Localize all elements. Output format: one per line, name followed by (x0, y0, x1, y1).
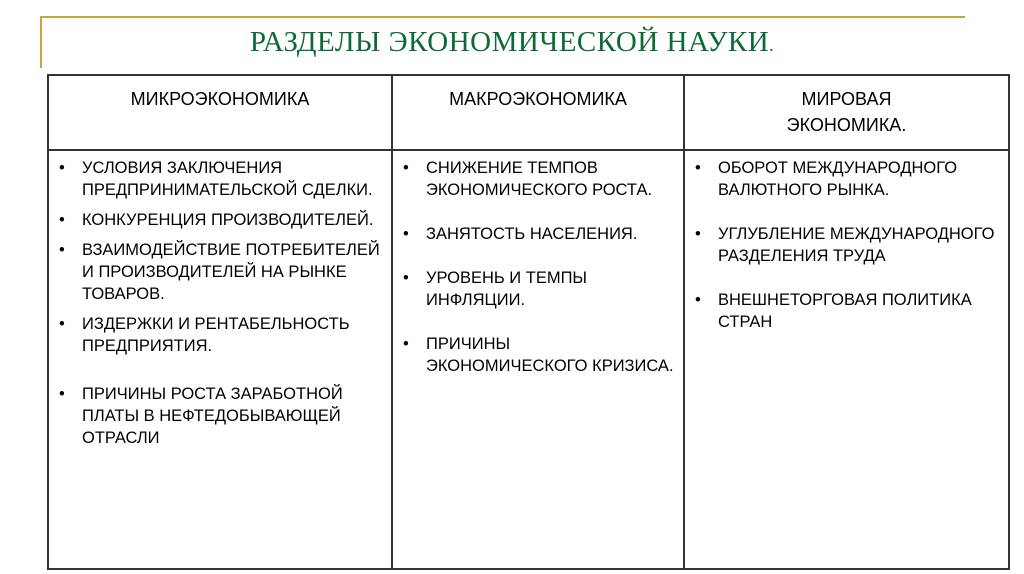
content-row (48, 150, 1009, 569)
list-item: • УСЛОВИЯ ЗАКЛЮЧЕНИЯ ПРЕДПРИНИМАТЕЛЬСКОЙ СДЕЛКИ. (57, 157, 383, 201)
micro-cell (48, 150, 392, 569)
sections-table (47, 74, 1010, 570)
header-world-text: МИРОВАЯ ЭКОНОМИКА. (786, 89, 907, 135)
list-item: • ПРИЧИНЫ ЭКОНОМИЧЕСКОГО КРИЗИСА. (401, 333, 675, 377)
list-item: • ВНЕШНЕТОРГОВАЯ ПОЛИТИКА СТРАН (693, 289, 1000, 333)
macro-cell (392, 150, 684, 569)
macro-list (401, 157, 675, 377)
header-row (48, 75, 1009, 150)
header-micro: МИКРОЭКОНОМИКА (48, 75, 392, 150)
list-item: • ПРИЧИНЫ РОСТА ЗАРАБОТНОЙ ПЛАТЫ В НЕФТЕДОБЫВАЮЩЕЙ ОТРАСЛИ (57, 383, 383, 449)
micro-list (57, 157, 383, 449)
world-cell (684, 150, 1009, 569)
list-item: • УРОВЕНЬ И ТЕМПЫ ИНФЛЯЦИИ. (401, 267, 675, 311)
list-item: • ИЗДЕРЖКИ И РЕНТАБЕЛЬНОСТЬ ПРЕДПРИЯТИЯ. (57, 313, 383, 357)
title-text: РАЗДЕЛЫ ЭКОНОМИЧЕСКОЙ НАУКИ (249, 26, 770, 58)
decorative-top-line (40, 16, 965, 18)
header-macro: МАКРОЭКОНОМИКА (392, 75, 684, 150)
list-item: • СНИЖЕНИЕ ТЕМПОВ ЭКОНОМИЧЕСКОГО РОСТА. (401, 157, 675, 201)
header-world (684, 75, 1009, 150)
list-item: • ОБОРОТ МЕЖДУНАРОДНОГО ВАЛЮТНОГО РЫНКА. (693, 157, 1000, 201)
list-item: • ЗАНЯТОСТЬ НАСЕЛЕНИЯ. (401, 223, 675, 245)
list-item: • УГЛУБЛЕНИЕ МЕЖДУНАРОДНОГО РАЗДЕЛЕНИЯ ТРУДА (693, 223, 1000, 267)
list-item: • ВЗАИМОДЕЙСТВИЕ ПОТРЕБИТЕЛЕЙ И ПРОИЗВОДИТЕЛЕЙ НА РЫНКЕ ТОВАРОВ. (57, 239, 383, 305)
title-suffix: . (769, 35, 775, 55)
slide-title (0, 26, 1024, 59)
world-list (693, 157, 1000, 333)
list-item: • КОНКУРЕНЦИЯ ПРОИЗВОДИТЕЛЕЙ. (57, 209, 383, 231)
